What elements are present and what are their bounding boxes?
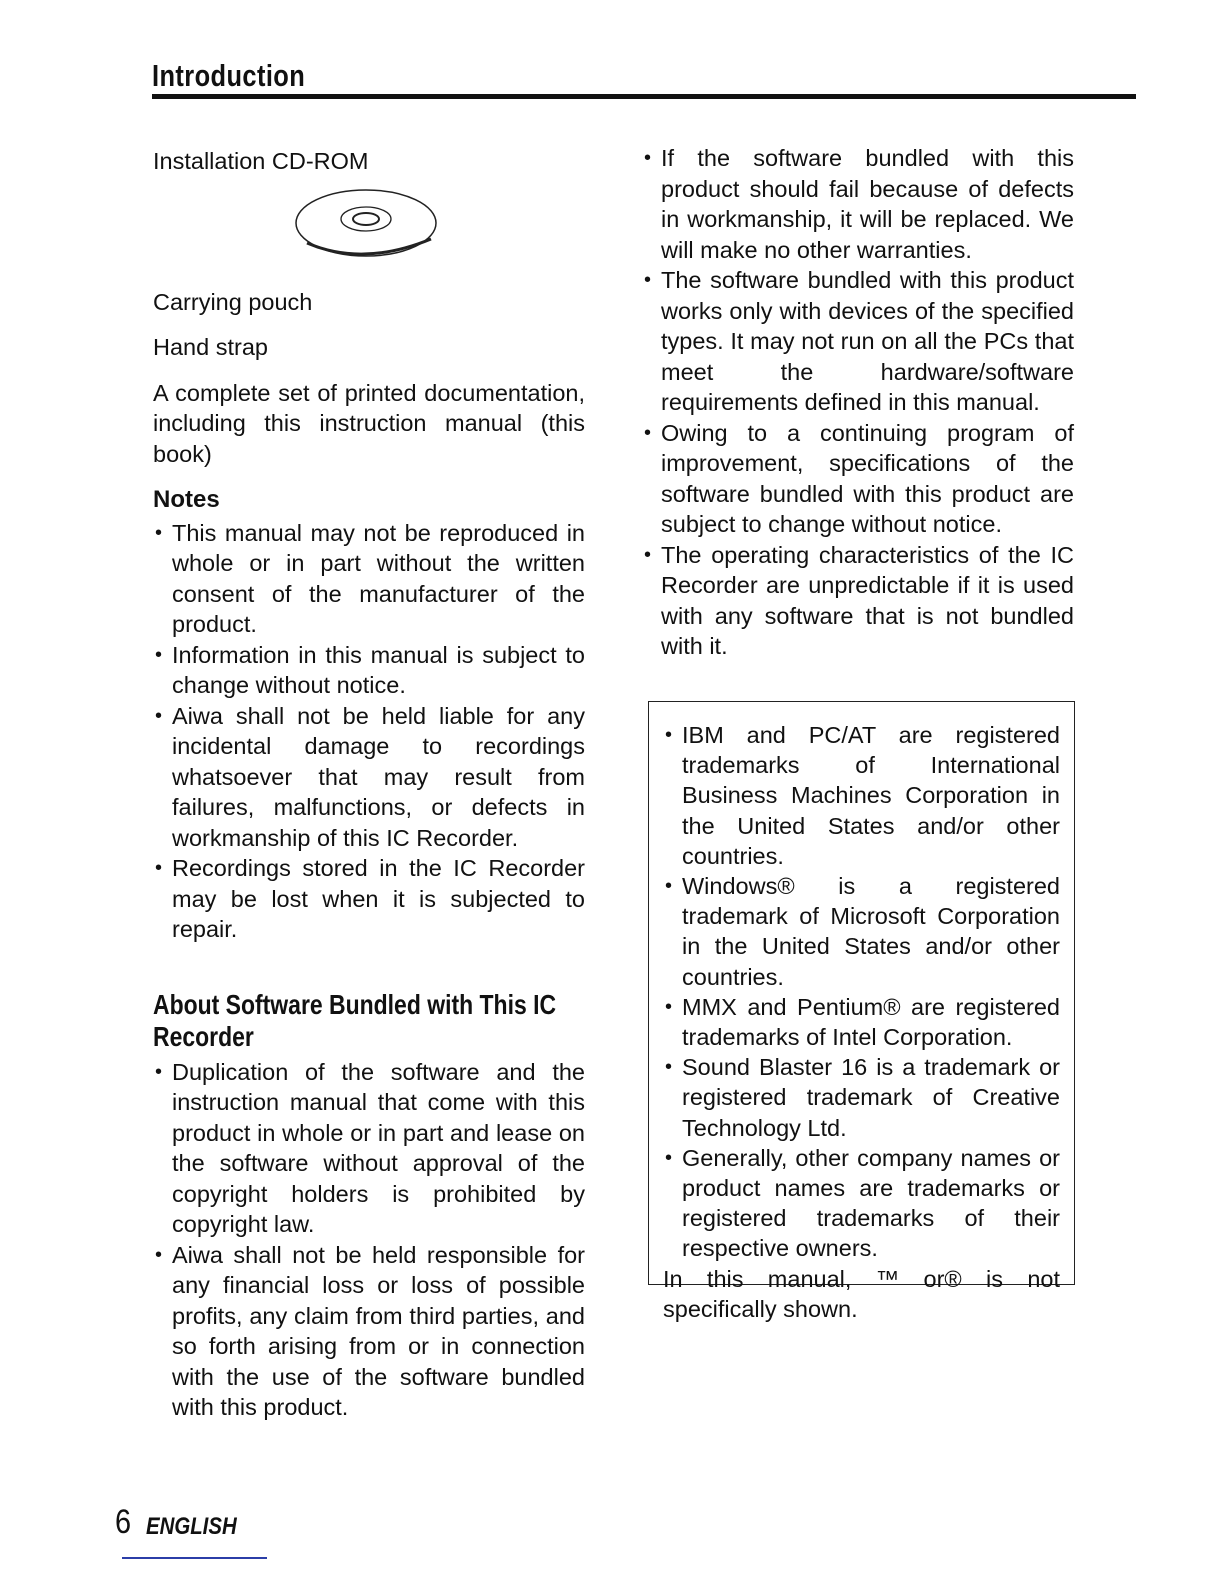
list-item: [642, 265, 1074, 418]
condition-text: The operating characteristics of the IC Recorder are unpredictable if it is used with any software that is not bundled with it.: [661, 541, 1074, 659]
item-carrying-pouch: Carrying pouch: [153, 288, 313, 315]
software-list: [153, 1057, 585, 1423]
bullet-icon: •: [644, 147, 652, 169]
software-text: Duplication of the software and the instruction manual that come with this product in whole or in part and lease on the software without approval of the copyright holders is prohibited by copyright law.: [172, 1058, 585, 1237]
item-documentation: A complete set of printed documentation, including this instruction manual (this book): [153, 379, 585, 467]
page-title: Introduction: [152, 58, 306, 93]
footer-rule: [122, 1557, 267, 1559]
bullet-icon: •: [644, 543, 652, 566]
item-cd-rom: Installation CD-ROM: [153, 148, 369, 174]
header-rule: [152, 94, 1136, 99]
page-number: 6: [115, 1503, 132, 1541]
bullet-icon: •: [665, 875, 673, 898]
list-item: [642, 418, 1074, 540]
list-item: [153, 640, 585, 701]
list-item: [663, 720, 1060, 871]
note-text: Aiwa shall not be held liable for any incidental damage to recordings whatsoever that may result from failures, malfunctions, or defects in workmanship of this IC Recorder.: [172, 702, 585, 851]
bullet-icon: •: [665, 1146, 673, 1169]
bullet-icon: •: [644, 269, 652, 291]
list-item: [663, 1143, 1060, 1264]
cd-disc-icon: [293, 187, 443, 265]
condition-text: The software bundled with this product works only with devices of the specified types. It may not run on all the PCs that meet the hardware/software requirements defined in this manual.: [661, 267, 1074, 415]
bullet-icon: •: [155, 1060, 163, 1083]
trademark-text: Sound Blaster 16 is a trademark or registered trademark of Creative Technology Ltd.: [682, 1054, 1060, 1141]
condition-text: If the software bundled with this product should fail because of defects in workmanship, it will be replaced. We will make no other warranties.: [661, 145, 1074, 263]
notes-list: [153, 518, 585, 945]
trademark-box: [648, 701, 1075, 1322]
trademark-text: Generally, other company names or product names are trademarks or registered trademarks of their respective owners.: [682, 1144, 1060, 1262]
list-item: [663, 871, 1060, 992]
bullet-icon: •: [665, 995, 673, 1018]
section-heading: About Software Bundled with This IC Recorder: [153, 988, 557, 1052]
software-conditions-list: [642, 143, 1074, 662]
list-item: [153, 1240, 585, 1423]
list-item: [153, 1057, 585, 1240]
list-item: [153, 701, 585, 854]
bullet-icon: •: [155, 704, 163, 727]
list-item: [663, 992, 1060, 1052]
cd-rom-illustration: [153, 177, 585, 287]
notes-heading: Notes: [153, 486, 220, 513]
item-hand-strap: Hand strap: [153, 334, 268, 360]
bullet-icon: •: [665, 724, 673, 746]
trademark-note: In this manual, ™ or® is not specifically shown.: [663, 1265, 1060, 1322]
list-item: [663, 1052, 1060, 1143]
bullet-icon: •: [155, 857, 163, 879]
left-column: [153, 146, 585, 1423]
list-item: [153, 518, 585, 640]
list-item: [642, 540, 1074, 662]
right-column: [642, 143, 1074, 662]
trademark-text: MMX and Pentium® are registered trademarks of Intel Corporation.: [682, 993, 1060, 1051]
note-text: Recordings stored in the IC Recorder may be lost when it is subjected to repair.: [172, 855, 585, 942]
bullet-icon: •: [155, 1243, 163, 1266]
bullet-icon: •: [155, 521, 163, 544]
trademark-list: [663, 720, 1060, 1264]
software-text: Aiwa shall not be held responsible for any financial loss or loss of possible profits, any claim from third parties, and so forth arising from or in connection with the use of the software bundled with this product.: [172, 1241, 585, 1420]
list-item: [642, 143, 1074, 265]
list-item: [153, 853, 585, 945]
condition-text: Owing to a continuing program of improvement, specifications of the software bundled with this product are subject to change without notice.: [661, 419, 1074, 537]
bullet-icon: •: [155, 643, 163, 666]
trademark-text: Windows® is a registered trademark of Microsoft Corporation in the United States and/or other countries.: [682, 873, 1060, 990]
bullet-icon: •: [644, 421, 652, 444]
trademark-text: IBM and PC/AT are registered trademarks of International Business Machines Corporation in the United States and/or other countries.: [682, 722, 1060, 869]
bullet-icon: •: [665, 1056, 673, 1079]
note-text: Information in this manual is subject to change without notice.: [172, 641, 585, 698]
note-text: This manual may not be reproduced in whole or in part without the written consent of the manufacturer of the product.: [172, 519, 585, 637]
footer-language: ENGLISH: [146, 1513, 237, 1540]
